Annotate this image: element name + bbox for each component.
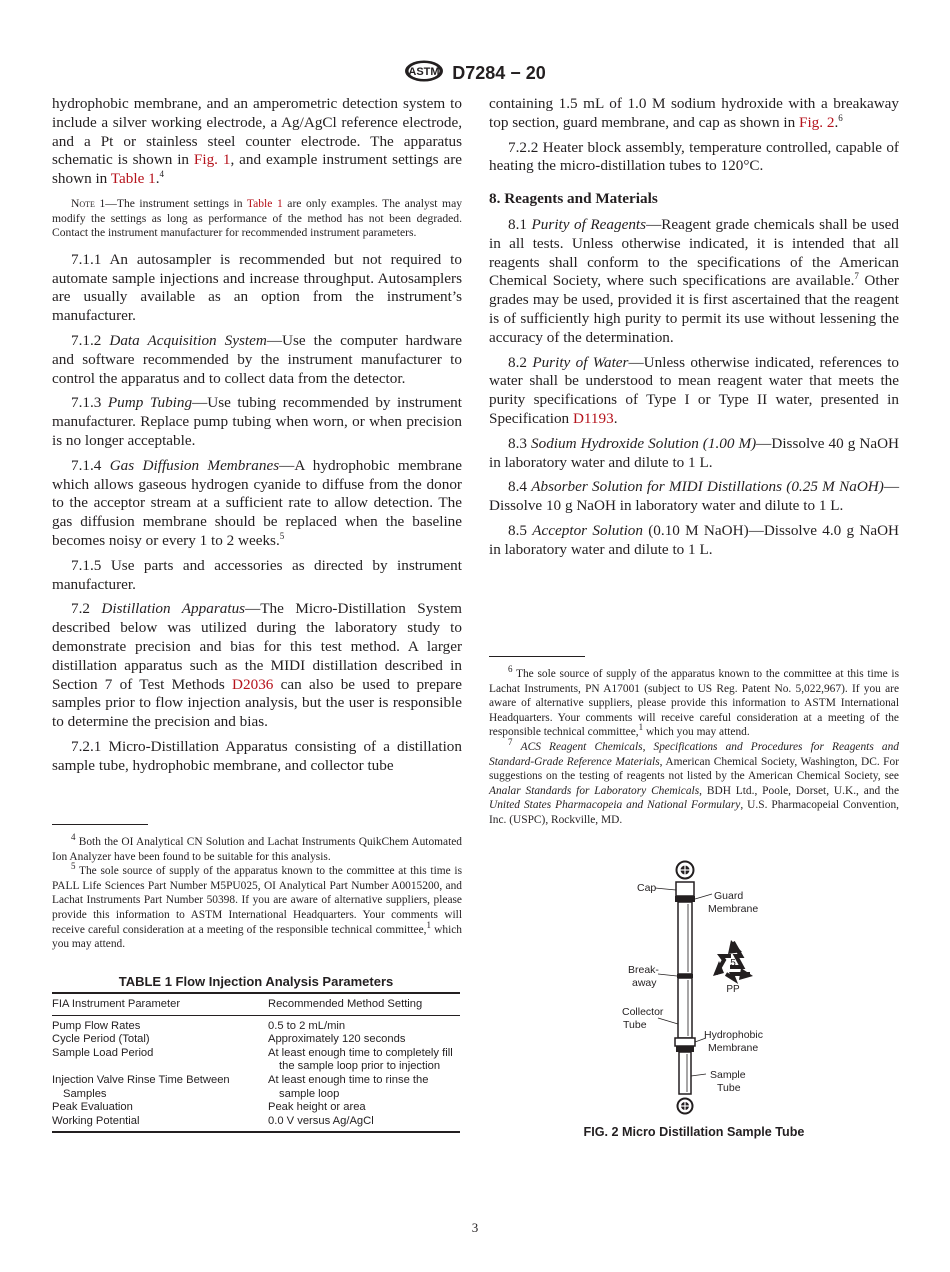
collector-tube-upper <box>678 902 692 974</box>
right-footnotes <box>489 656 899 828</box>
note-1: Note 1—The instrument settings in Table 1 are only examples. The analyst may modify the settings as long as performance of the method has not been degraded. Contact the instrument manufacturer for recommended instrument parameters. <box>52 196 463 240</box>
paragraph-7-1-cont: hydrophobic membrane, and an amperometric detection system to include a silver working electrode, a Ag/AgCl reference electrode, and a Pt or stainless steel counter electrode. The apparatus schematic is shown in Fig. 1, and example instrument settings are shown in Table 1.$^4$ <box>52 95 462 188</box>
collector-tube-lower <box>678 978 692 1038</box>
left-footnotes <box>52 824 462 952</box>
label-cap: Cap <box>637 882 657 894</box>
label-guard-membrane: Membrane <box>708 903 759 915</box>
footnote-6: $^6$ The sole source of supply of the apparatus known to the committee at this time is Lachat Instruments, PN A17001 (subject to US Reg. Patent No. 5,022,967). If you are aware of alternative suppliers, please provide this information to ASTM International Headquarters. Your comments will receive careful consideration at a meeting of the responsible technical committee,$^1$ which you may attend. <box>489 664 899 739</box>
note-table-1-link[interactable]: Table 1 <box>246 196 283 210</box>
table-1-title: TABLE 1 Flow Injection Analysis Parameters <box>118 974 394 989</box>
section-8-heading: 8. Reagents and Materials <box>489 190 658 208</box>
figure-2-caption: FIG. 2 Micro Distillation Sample Tube <box>583 1125 805 1139</box>
page-number: 3 <box>471 1220 479 1235</box>
fia-parameters-table <box>52 992 460 1133</box>
svg-text:ASTM: ASTM <box>408 66 440 78</box>
hydrophobic-membrane-shape <box>675 1038 695 1046</box>
table-1-link[interactable]: Table 1 <box>110 170 156 188</box>
recycle-material: PP <box>726 984 740 995</box>
label-breakaway-2: away <box>632 977 657 989</box>
table-row: Sample Load Period At least enough time to completely fill the sample loop prior to injection <box>52 1046 453 1073</box>
left-column <box>52 95 462 781</box>
paragraph-7-2-1: 7.2.1 Micro-Distillation Apparatus consisting of a distillation sample tube, hydrophobic membrane, and collector tube <box>52 737 462 774</box>
paragraph-7-1-2: 7.1.2 Data Acquisition System—Use the computer hardware and software recommended by the instrument manufacturer to control the apparatus and to collect data from the detector. <box>52 331 462 387</box>
label-breakaway-1: Break- <box>628 964 659 976</box>
paragraph-7-1-4: 7.1.4 Gas Diffusion Membranes—A hydrophobic membrane which allows gaseous hydrogen cyanide to diffuse from the donor to the acceptor stream at a sufficient rate to allow detection. The gas diffusion membrane should be replaced when the baseline becomes noisy or every 1 to 2 weeks.$^5$ <box>52 456 462 549</box>
paragraph-7-1-5: 7.1.5 Use parts and accessories as directed by instrument manufacturer. <box>52 556 462 593</box>
footnote-7: $^7$ ACS Reagent Chemicals, Specifications and Procedures for Reagents and Standard-Grade Reference Materials, American Chemical Society, Washington, DC. For suggestions on the testing of reagents not listed by the American Chemical Society, see Analar Standards for Laboratory Chemicals, BDH Ltd., Poole, Dorset, U.K., and the United States Pharmacopeia and National Formulary, U.S. Pharmacopeial Convention, Inc. (USPC), Rockville, MD. <box>489 737 900 826</box>
column-header: FIA Instrument Parameter <box>52 993 268 1015</box>
micro-distillation-tube-figure <box>608 852 788 1122</box>
paragraph-8-5: 8.5 Acceptor Solution (0.10 M NaOH)—Dissolve 4.0 g NaOH in laboratory water and dilute to 1 L. <box>489 521 899 558</box>
paragraph-7-1-3: 7.1.3 Pump Tubing—Use tubing recommended by instrument manufacturer. Replace pump tubing when worn, or when precision is no longer acceptable. <box>52 394 462 449</box>
table-row: Cycle Period (Total) Approximately 120 seconds <box>52 1033 406 1046</box>
label-sample: Sample <box>710 1069 746 1081</box>
table-row: Pump Flow Rates 0.5 to 2 mL/min <box>52 1019 346 1032</box>
label-guard: Guard <box>714 890 744 902</box>
table-row: Injection Valve Rinse Time Between Samples At least enough time to rinse the sample loop <box>52 1073 429 1100</box>
astm-logo-icon <box>404 60 444 87</box>
column-header: Recommended Method Setting <box>268 993 460 1015</box>
d1193-link[interactable]: D1193 <box>572 409 614 427</box>
paragraph-8-4: 8.4 Absorber Solution for MIDI Distillations (0.25 M NaOH)—Dissolve 10 g NaOH in laboratory water and dilute to 1 L. <box>489 478 899 515</box>
table-header-row <box>52 993 460 1015</box>
fig-2-link[interactable]: Fig. 2 <box>799 113 835 131</box>
paragraph-7-2: 7.2 Distillation Apparatus—The Micro-Distillation System described below was utilized during the laboratory study to demonstrate precision and bias for this test method. A larger distillation apparatus such as the MIDI distillation described in Section 7 of Test Methods D2036 can also be used to prepare samples prior to flow injection analysis, but the user is responsible to determine the precision and bias. <box>52 600 462 731</box>
paragraph-7-2-1-cont: containing 1.5 mL of 1.0 M sodium hydroxide with a breakaway top section, guard membrane, and cap as shown in Fig. 2.$^6$ <box>489 95 899 131</box>
paragraph-7-2-2: 7.2.2 Heater block assembly, temperature controlled, capable of heating the micro-distillation tubes to 120°C. <box>489 138 899 175</box>
recycle-code: 5 <box>730 958 736 969</box>
label-collector-tube: Tube <box>623 1019 647 1031</box>
footnote-rule <box>489 656 585 657</box>
footnote-rule <box>52 824 148 825</box>
paragraph-8-3: 8.3 Sodium Hydroxide Solution (1.00 M)—Dissolve 40 g NaOH in laboratory water and dilute to 1 L. <box>489 434 900 471</box>
label-collector: Collector <box>622 1006 664 1018</box>
footnote-ref-4: 4 <box>159 169 164 180</box>
cap-shape <box>676 882 694 896</box>
page-header <box>0 60 950 87</box>
table-row: Peak Evaluation Peak height or area <box>52 1101 366 1114</box>
paragraph-8-1: 8.1 Purity of Reagents—Reagent grade chemicals shall be used in all tests. Unless otherwise indicated, it is intended that all reagents shall conform to the specifications of the American Chemical Society, where such specifications are available.$^7$ Other grades may be used, provided it is first ascertained that the reagent is of sufficiently high purity to permit its use without lessening the accuracy of the determination. <box>489 215 900 346</box>
paragraph-8-2: 8.2 Purity of Water—Unless otherwise indicated, references to water shall be understood to mean reagent water that meets the purity specifications of Type I or Type II water, presented in Specification D1193. <box>489 353 900 427</box>
right-column <box>489 95 899 566</box>
label-hydrophobic-membrane: Membrane <box>708 1042 759 1054</box>
label-hydrophobic: Hydrophobic <box>704 1029 763 1041</box>
paragraph-7-1-1: 7.1.1 An autosampler is recommended but not required to automate sample injections and increase throughput. Autosamplers are usually available as an option from the instrument’s manufacturer. <box>52 250 462 325</box>
d2036-link[interactable]: D2036 <box>232 675 274 693</box>
footnote-4: $^4$ Both the OI Analytical CN Solution and Lachat Instruments QuikChem Automated Ion Analyzer have been found to be suitable for this analysis. <box>52 832 462 863</box>
top-cap-icon <box>677 862 694 879</box>
bottom-cap-icon <box>678 1099 693 1114</box>
guard-membrane-shape <box>675 896 695 902</box>
fig-1-link[interactable]: Fig. 1 <box>193 151 231 169</box>
label-sample-tube: Tube <box>717 1082 741 1094</box>
footnote-5: $^5$ The sole source of supply of the apparatus known to the committee at this time is PALL Life Sciences Part Number M5PU025, OI Analytical Part Number A0015200, and Lachat Instruments Part Number 50398. If you are aware of alternative suppliers, please provide this information to ASTM International Headquarters. Your comments will receive careful consideration at a meeting of the responsible technical committee,$^1$ which you may attend. <box>52 861 462 951</box>
sample-tube-shape <box>679 1052 691 1094</box>
table-row: Working Potential 0.0 V versus Ag/AgCl <box>52 1115 460 1133</box>
standard-designation: D7284 − 20 <box>452 63 546 83</box>
